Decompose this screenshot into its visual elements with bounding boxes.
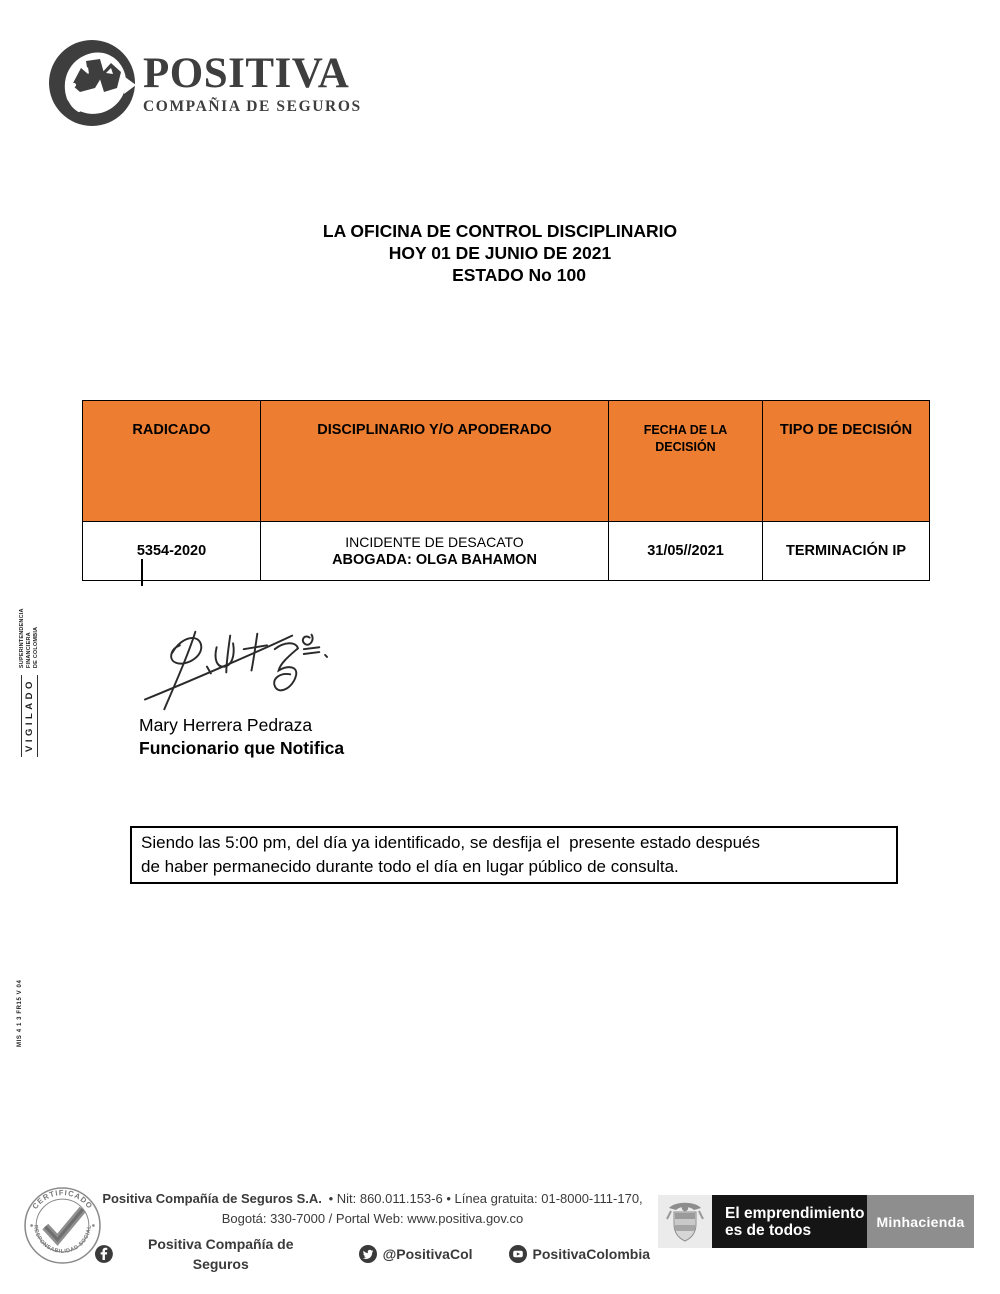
form-code-label: MIS 4 1 3 FR15 V 04 (17, 979, 23, 1047)
facebook-label: Positiva Compañía de Seguros (148, 1236, 294, 1272)
title-line-1: LA OFICINA DE CONTROL DISCIPLINARIO (322, 221, 678, 241)
government-badges (658, 1195, 974, 1248)
youtube-label: PositivaColombia (532, 1246, 650, 1262)
colombia-coat-of-arms-box (658, 1195, 712, 1248)
notice-line-1: Siendo las 5:00 pm, del día ya identificado, se desfija el presente estado después (141, 833, 761, 852)
table-row (83, 522, 930, 581)
footer-contact-block (95, 1189, 650, 1274)
colombia-coat-of-arms-icon (665, 1199, 705, 1245)
slogan-line-2: es de todos (725, 1221, 812, 1239)
positiva-logo-icon (48, 39, 136, 127)
superintendencia-label (19, 587, 40, 668)
certification-seal-icon (23, 1186, 102, 1265)
brand-tagline: COMPAÑIA DE SEGUROS (143, 98, 362, 115)
vigilado-label: VIGILADO (21, 675, 38, 757)
footer-company: Positiva Compañía de Seguros S.A. (102, 1191, 322, 1206)
col-header-fecha: FECHA DE LA DECISIÓN (609, 401, 763, 522)
facebook-icon (95, 1245, 113, 1263)
youtube-item (509, 1244, 650, 1264)
superintendencia-line-1: SUPERINTENDENCIA FINANCIERA (18, 608, 32, 669)
cell-disciplinario (261, 522, 609, 581)
twitter-label: @PositivaCol (382, 1246, 473, 1262)
cell-radicado: 5354-2020 (83, 522, 261, 581)
handwritten-signature (136, 624, 336, 716)
cell-fecha: 31/05//2021 (609, 522, 763, 581)
vigilado-strip (14, 587, 44, 757)
notice-box (130, 826, 898, 884)
ministry-badge: Minhacienda (867, 1195, 974, 1248)
brand-text (143, 50, 362, 116)
document-title (0, 220, 1000, 286)
brand-name: POSITIVA (143, 50, 350, 97)
slogan-line-1: El emprendimiento (725, 1204, 865, 1222)
twitter-item (359, 1244, 473, 1264)
title-line-3: ESTADO No 100 (452, 265, 586, 285)
youtube-icon (509, 1245, 527, 1263)
footer-nit-line: • Nit: 860.011.153-6 • Línea gratuita: 01-8000-111-170, (328, 1191, 643, 1206)
seal-bottom-text: RESPONSABILIDAD SOCIAL (32, 1224, 93, 1255)
cell-caso: INCIDENTE DE DESACATO (345, 533, 524, 550)
signer-block (139, 714, 344, 760)
twitter-icon (359, 1245, 377, 1263)
seal-top-text: CERTIFICADO (30, 1188, 95, 1211)
text-cursor-mark (141, 559, 143, 586)
cell-decision: TERMINACIÓN IP (763, 522, 930, 581)
table-header-row (83, 401, 930, 522)
footer-line-1 (95, 1189, 650, 1209)
title-line-2: HOY 01 DE JUNIO DE 2021 (388, 243, 612, 263)
col-header-disciplinario: DISCIPLINARIO Y/O APODERADO (261, 401, 609, 522)
signer-name: Mary Herrera Pedraza (139, 715, 313, 735)
superintendencia-line-2: DE COLOMBIA (32, 626, 39, 669)
signer-role: Funcionario que Notifica (139, 738, 345, 758)
social-row (95, 1234, 650, 1274)
col-header-tipo: TIPO DE DECISIÓN (763, 401, 930, 522)
cell-apoderado: ABOGADA: OLGA BAHAMON (332, 551, 537, 568)
footer-line-2: Bogotá: 330-7000 / Portal Web: www.positiva.gov.co (221, 1211, 524, 1226)
decisions-table (82, 400, 930, 581)
notice-line-2: de haber permanecido durante todo el día en lugar público de consulta. (141, 857, 679, 876)
facebook-item (95, 1234, 323, 1274)
slogan-badge (712, 1195, 867, 1248)
col-header-radicado: RADICADO (83, 401, 261, 522)
